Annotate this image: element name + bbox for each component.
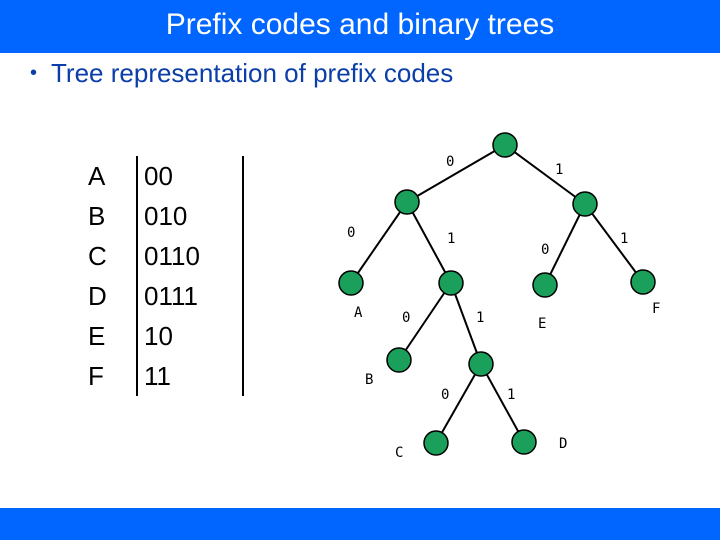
edge-n1-left	[545, 204, 585, 285]
symbol-cell: C	[82, 236, 137, 276]
code-cell: 0111	[137, 276, 243, 316]
leaf-node-b	[387, 348, 411, 372]
symbol-cell: F	[82, 356, 137, 396]
edge-n0-left	[351, 202, 407, 283]
leaf-label-f: F	[652, 301, 661, 317]
edge-n011-right	[481, 364, 524, 442]
code-cell: 010	[137, 196, 243, 236]
bullet-text: Tree representation of prefix codes	[51, 58, 454, 88]
footer-bar	[0, 508, 720, 540]
symbol-cell: B	[82, 196, 137, 236]
root-node	[493, 133, 517, 157]
code-cell: 11	[137, 356, 243, 396]
edge-label-n01-right: 1	[476, 310, 485, 326]
symbol-cell: E	[82, 316, 137, 356]
leaf-label-b: B	[365, 372, 374, 388]
edge-label-root-right: 1	[555, 162, 564, 178]
edge-label-n0-left: 0	[347, 225, 356, 241]
symbol-cell: D	[82, 276, 137, 316]
leaf-node-c	[424, 431, 448, 455]
slide-title: Prefix codes and binary trees	[165, 8, 555, 41]
edge-label-root-left: 0	[446, 154, 455, 170]
edge-label-n011-left: 0	[441, 387, 450, 403]
edge-n1-right	[585, 204, 643, 282]
tree-nodes	[339, 133, 655, 455]
leaf-node-f	[631, 270, 655, 294]
edge-label-n01-left: 0	[402, 310, 411, 326]
tree-edges	[351, 145, 643, 443]
leaf-node-e	[533, 273, 557, 297]
internal-node-1	[573, 192, 597, 216]
edge-label-n1-right: 1	[620, 231, 629, 247]
edge-label-n011-right: 1	[507, 387, 516, 403]
code-cell: 10	[137, 316, 243, 356]
edge-label-n0-right: 1	[447, 231, 456, 247]
leaf-label-a: A	[354, 305, 363, 321]
leaf-node-a	[339, 271, 363, 295]
leaf-label-c: C	[395, 445, 404, 461]
edge-n011-left	[436, 364, 481, 443]
leaf-label-e: E	[538, 316, 547, 332]
edge-label-n1-left: 0	[541, 242, 550, 258]
edge-n0-right	[407, 202, 451, 283]
leaf-label-d: D	[559, 436, 568, 452]
internal-node-01	[439, 271, 463, 295]
internal-node-0	[395, 190, 419, 214]
leaf-node-d	[512, 430, 536, 454]
leaf-labels	[354, 301, 660, 461]
edge-root-right	[505, 145, 585, 204]
code-cell: 00	[137, 156, 243, 196]
bullet-dot-icon: •	[30, 62, 38, 84]
symbol-cell: A	[82, 156, 137, 196]
edge-root-left	[407, 145, 505, 202]
code-cell: 0110	[137, 236, 243, 276]
internal-node-011	[469, 352, 493, 376]
